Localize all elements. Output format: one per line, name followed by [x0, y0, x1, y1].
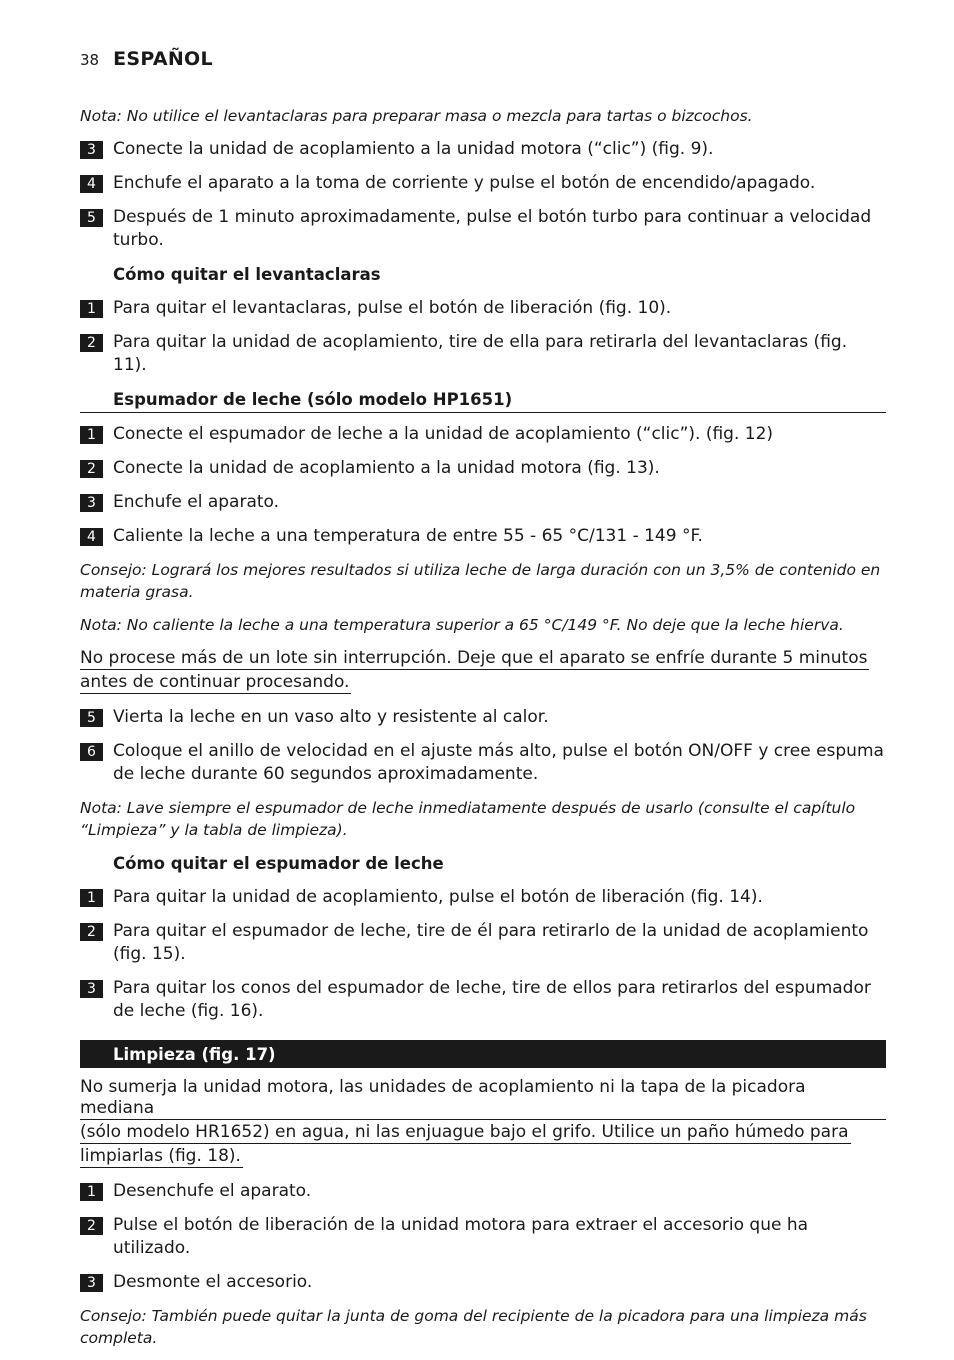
step-list-d: [80, 706, 886, 786]
warning-lote: [80, 647, 886, 695]
step-item: [80, 706, 886, 729]
subheading-quitar-espumador: Cómo quitar el espumador de leche: [113, 854, 444, 873]
tip-junta: Consejo: También puede quitar la junta de goma del recipiente de la picadora para una limpieza más completa.: [80, 1307, 867, 1347]
step-item: [80, 886, 886, 909]
step-number: 4: [80, 528, 103, 546]
step-number: 2: [80, 334, 103, 352]
step-text: Para quitar los conos del espumador de leche, tire de ellos para retirarlos del espumador de leche (fig. 16).: [113, 978, 871, 1021]
step-text: Conecte el espumador de leche a la unidad de acoplamiento (“clic”). (fig. 12): [113, 424, 774, 444]
warning-limpieza: [80, 1077, 886, 1169]
step-item: [80, 1214, 886, 1260]
step-text: Para quitar la unidad de acoplamiento, pulse el botón de liberación (fig. 14).: [113, 887, 763, 907]
step-number: 5: [80, 709, 103, 727]
step-list-e: [80, 886, 886, 1023]
warning-line: No sumerja la unidad motora, las unidades de acoplamiento ni la tapa de la picadora mediana: [80, 1077, 886, 1120]
step-text: Conecte la unidad de acoplamiento a la unidad motora (fig. 13).: [113, 458, 660, 478]
step-number: 1: [80, 426, 103, 444]
step-list-b: [80, 297, 886, 377]
step-number: 4: [80, 175, 103, 193]
step-item: [80, 1271, 886, 1294]
warning-line: antes de continuar procesando.: [80, 672, 350, 692]
section-limpieza: Limpieza (fig. 17): [80, 1040, 886, 1068]
step-number: 1: [80, 300, 103, 318]
step-item: [80, 977, 886, 1023]
step-number: 2: [80, 1217, 103, 1235]
step-item: [80, 525, 886, 548]
step-text: Para quitar el espumador de leche, tire de él para retirarlo de la unidad de acoplamiento (fig. 15).: [113, 921, 869, 964]
step-item: [80, 206, 886, 252]
step-text: Desenchufe el aparato.: [113, 1181, 312, 1201]
step-text: Enchufe el aparato.: [113, 492, 280, 512]
warning-line: No procese más de un lote sin interrupción. Deje que el aparato se enfríe durante 5 minutos: [80, 648, 868, 668]
step-list-f: [80, 1180, 886, 1294]
step-item: [80, 491, 886, 514]
step-text: Desmonte el accesorio.: [113, 1272, 313, 1292]
step-number: 2: [80, 923, 103, 941]
step-item: [80, 172, 886, 195]
warning-line: (sólo modelo HR1652) en agua, ni las enjuague bajo el grifo. Utilice un paño húmedo para: [80, 1122, 849, 1142]
tip-leche: Consejo: Logrará los mejores resultados si utiliza leche de larga duración con un 3,5% de contenido en materia grasa.: [80, 561, 881, 601]
step-item: [80, 297, 886, 320]
page-number: 38: [80, 51, 100, 69]
section-espumador: Espumador de leche (sólo modelo HP1651): [80, 388, 886, 413]
note-temperatura: Nota: No caliente la leche a una temperatura superior a 65 °C/149 °F. No deje que la leche hierva.: [80, 616, 844, 634]
page-content: [80, 105, 886, 1360]
step-number: 3: [80, 141, 103, 159]
step-text: Coloque el anillo de velocidad en el ajuste más alto, pulse el botón ON/OFF y cree espuma de leche durante 60 segundos aproximadamente.: [113, 741, 884, 784]
step-number: 6: [80, 743, 103, 761]
step-number: 5: [80, 209, 103, 227]
step-item: [80, 457, 886, 480]
step-number: 1: [80, 889, 103, 907]
step-item: [80, 331, 886, 377]
step-text: Enchufe el aparato a la toma de corriente y pulse el botón de encendido/apagado.: [113, 173, 816, 193]
step-text: Caliente la leche a una temperatura de entre 55 - 65 °C/131 - 149 °F.: [113, 526, 703, 546]
step-item: [80, 920, 886, 966]
step-text: Para quitar el levantaclaras, pulse el botón de liberación (fig. 10).: [113, 298, 672, 318]
step-item: [80, 1180, 886, 1203]
step-item: [80, 740, 886, 786]
step-text: Vierta la leche en un vaso alto y resistente al calor.: [113, 707, 549, 727]
step-text: Después de 1 minuto aproximadamente, pulse el botón turbo para continuar a velocidad turbo.: [113, 207, 872, 250]
step-number: 1: [80, 1183, 103, 1201]
step-text: Pulse el botón de liberación de la unidad motora para extraer el accesorio que ha utilizado.: [113, 1215, 809, 1258]
step-item: [80, 138, 886, 161]
step-number: 3: [80, 494, 103, 512]
step-number: 3: [80, 1274, 103, 1292]
subheading-quitar-levantaclaras: Cómo quitar el levantaclaras: [113, 265, 381, 284]
step-text: Conecte la unidad de acoplamiento a la unidad motora (“clic”) (fig. 9).: [113, 139, 714, 159]
step-list-c: [80, 423, 886, 548]
step-item: [80, 423, 886, 446]
step-number: 3: [80, 980, 103, 998]
language-heading: ESPAÑOL: [113, 48, 213, 70]
step-number: 2: [80, 460, 103, 478]
warning-line: limpiarlas (fig. 18).: [80, 1146, 241, 1166]
note-lavar: Nota: Lave siempre el espumador de leche inmediatamente después de usarlo (consulte el capítulo “Limpieza” y la tabla de limpieza).: [80, 799, 856, 839]
note-levantaclaras: Nota: No utilice el levantaclaras para preparar masa o mezcla para tartas o bizcochos.: [80, 107, 753, 125]
page-header: [80, 48, 213, 70]
step-list-a: [80, 138, 886, 252]
step-text: Para quitar la unidad de acoplamiento, tire de ella para retirarla del levantaclaras (fig. 11).: [113, 332, 848, 375]
